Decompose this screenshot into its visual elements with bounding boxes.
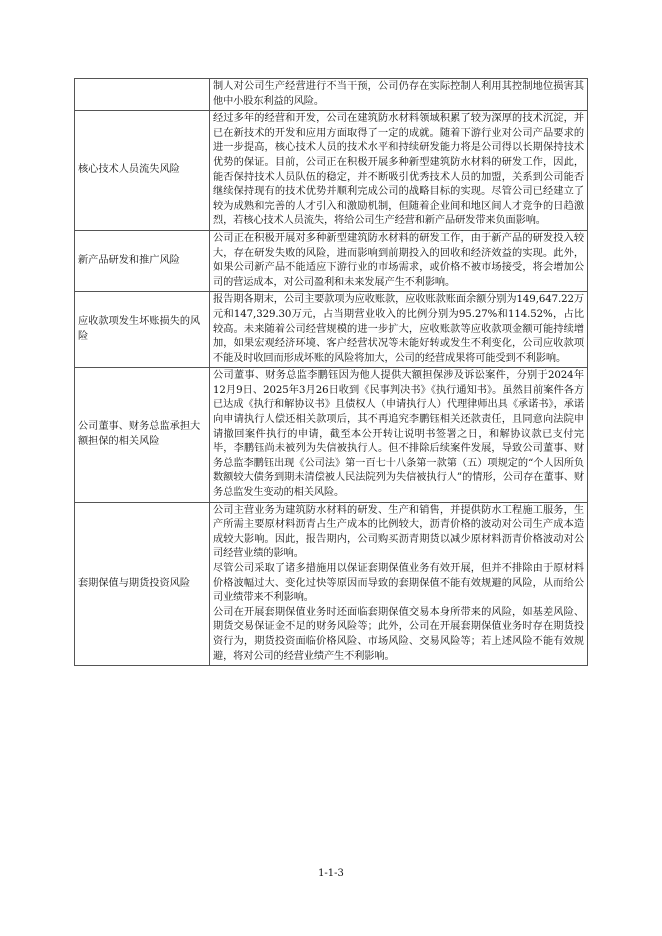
risk-description-paragraph: 制人对公司生产经营进行不当干预，公司仍存在实际控制人利用其控制地位损害其他中小股东利益的风险。 [213, 81, 584, 107]
risk-row [75, 79, 588, 111]
risk-description-cell [210, 292, 588, 368]
risk-row [75, 230, 588, 291]
risk-description-cell [210, 79, 588, 111]
risk-factor-table [74, 78, 588, 666]
risk-description-cell [210, 368, 588, 502]
risk-name-cell: 新产品研发和推广风险 [75, 230, 210, 291]
risk-description-paragraph: 公司正在积极开展对多种新型建筑防水材料的研发工作，由于新产品的研发投入较大，存在研发失败的风险，进而影响到前期投入的回收和经济效益的实现。此外，如果公司新产品不能适应下游行业的市场需求，或价格不被市场接受，将会增加公司的营运成本，对公司盈利和未来发展产生不利影响。 [213, 232, 584, 288]
risk-description-paragraph: 公司在开展套期保值业务时还面临套期保值交易本身所带来的风险，如基差风险、期货交易保证金不足的财务风险等；此外，公司在开展套期保值业务时存在期货投资行为，期货投资面临价格风险、市场风险、交易风险等；若上述风险不能有效规避，将对公司的经营业绩产生不利影响。 [213, 606, 584, 662]
risk-table-body [75, 79, 588, 666]
risk-row [75, 292, 588, 368]
risk-name-cell: 套期保值与期货投资风险 [75, 502, 210, 666]
risk-description-cell [210, 502, 588, 666]
risk-name-cell: 核心技术人员流失风险 [75, 111, 210, 231]
risk-row [75, 111, 588, 231]
risk-description-paragraph: 公司董事、财务总监李鹏钰因为他人提供大额担保涉及诉讼案件，分别于2024年12月9日、2025年3月26日收到《民事判决书》《执行通知书》。虽然目前案件各方已达成《执行和解协议书》且债权人（申请执行人）代理律师出具《承诺书》，承诺向申请执行人偿还相关款项后，其不再追究李鹏钰相关还款责任，且同意向法院申请撤回案件执行的申请，截至本公开转让说明书签署之日，和解协议款已支付完毕，李鹏钰尚未被列为失信被执行人。但不排除后续案件发展，导致公司董事、财务总监李鹏钰出现《公司法》第一百七十八条第一款第（五）项规定的“个人因所负数额较大债务到期未清偿被人民法院列为失信被执行人”的情形，公司存在董事、财务总监发生变动的相关风险。 [213, 370, 584, 499]
risk-description-paragraph: 尽管公司采取了诸多措施用以保证套期保值业务有效开展，但并不排除由于原材料价格波幅过大、变化过快等原因而导致的套期保值不能有效规避的风险，从而给公司业绩带来不利影响。 [213, 563, 584, 604]
risk-name-cell [75, 79, 210, 111]
risk-description-paragraph: 公司主营业务为建筑防水材料的研发、生产和销售，并提供防水工程施工服务，生产所需主要原材料沥青占生产成本的比例较大，沥青价格的波动对公司生产成本造成较大影响。因此，报告期内，公司购买沥青期货以减少原材料沥青价格波动对公司经营业绩的影响。 [213, 504, 584, 560]
risk-row [75, 502, 588, 666]
risk-row [75, 368, 588, 502]
risk-description-cell [210, 230, 588, 291]
risk-name-cell: 应收款项发生坏账损失的风险 [75, 292, 210, 368]
risk-name-cell: 公司董事、财务总监承担大额担保的相关风险 [75, 368, 210, 502]
risk-description-cell [210, 111, 588, 231]
page-number: 1-1-3 [318, 868, 344, 879]
risk-description-paragraph: 经过多年的经营和开发，公司在建筑防水材料领域积累了较为深厚的技术沉淀，并已在新技术的开发和应用方面取得了一定的成就。随着下游行业对公司产品要求的进一步提高，核心技术人员的技术水平和持续研发能力将是公司得以长期保持技术优势的保证。目前，公司正在积极开展多种新型建筑防水材料的研发工作，因此，能否保持技术人员队伍的稳定，并不断吸引优秀技术人员的加盟，关系到公司能否继续保持现有的技术优势并顺利完成公司的战略目标的实现。尽管公司已经建立了较为成熟和完善的人才引入和激励机制，但随着企业间和地区间人才竞争的日趋激烈，若核心技术人员流失，将给公司生产经营和新产品研发带来负面影响。 [213, 113, 584, 227]
risk-description-paragraph: 报告期各期末，公司主要款项为应收账款，应收账款账面余额分别为149,647.22万元和147,329.30万元，占当期营业收入的比例分别为95.27%和114.52%，占比较高。未来随着公司经营规模的进一步扩大，应收账款等应收款项金额可能持续增加，如果宏观经济环境、客户经营状况等未能好转或发生不利变化，公司应收款项不能及时收回而形成坏账的风险将加大，公司的经营成果将可能受到不利影响。 [213, 294, 584, 364]
